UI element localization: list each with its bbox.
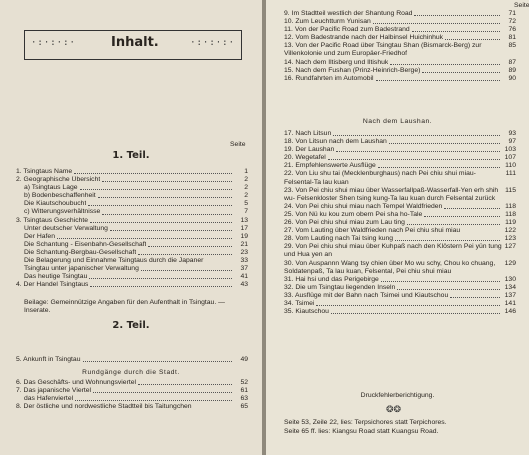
toc-entry-page: 21: [240, 240, 248, 248]
dot-leader: [83, 361, 233, 362]
dot-leader: [445, 39, 500, 40]
toc-entry-page: 81: [508, 34, 516, 42]
toc-entry-title: 9. Im Stadtteil westlich der Shantung Road: [284, 10, 413, 17]
toc-entry-title: 20. Wegetafel: [284, 154, 326, 162]
toc-entry: [284, 219, 516, 227]
toc-entry-title: 5. Ankunft in Tsingtau: [16, 356, 81, 363]
dot-leader: [378, 167, 500, 168]
toc-entry-title: 4. Der Handel Tsingtaus: [16, 281, 89, 289]
dot-leader: [75, 400, 232, 401]
toc-entry-title: Unter deutscher Verwaltung: [24, 224, 108, 232]
toc-entry: [284, 59, 516, 67]
beilage-text: Beilage: Gemeinnützige Angaben für den Aufenthalt in Tsingtau. — Inserate.: [24, 299, 225, 315]
toc-entry-page: 130: [504, 275, 516, 283]
toc-entry: [16, 249, 248, 257]
toc-entry: [16, 176, 248, 184]
toc-entry-page: 85: [508, 42, 516, 50]
toc-entry-title: 32. Die um Tsingtau liegenden Inseln: [284, 283, 396, 291]
toc-entry-title: 22. Von Liu shu tai (Mecklenburghaus) nach Pei chiu shui miau-Felsental-Ta lau kuan: [284, 170, 476, 186]
toc-entry: [16, 208, 248, 216]
toc-entry: [284, 67, 516, 75]
toc-entry: [16, 192, 248, 200]
ornament-divider: ❂❂: [386, 405, 402, 415]
dot-leader: [90, 222, 232, 223]
toc-entry-page: 41: [240, 273, 248, 281]
toc-entry-title: 26. Von Pei chiu shui miau zum Lau ting: [284, 219, 405, 227]
toc-entry-title: 15. Nach dem Fushan (Prinz-Heinrich-Berge): [284, 66, 421, 74]
part2-heading: 2. Teil.: [112, 320, 150, 331]
toc-entry: [16, 387, 248, 395]
dot-leader: [450, 297, 500, 298]
toc-entry-title: 33. Ausflüge mit der Bahn nach Tsimei und Kiautschou: [284, 291, 449, 299]
toc-entry-title: a) Tsingtaus Lage: [24, 184, 78, 192]
toc-entry-page: 2: [244, 184, 248, 192]
toc-entry-page: 37: [240, 265, 248, 273]
right-toc-a: [284, 10, 516, 83]
toc-entry-page: 63: [240, 395, 248, 403]
toc-entry-page: 19: [240, 232, 248, 240]
toc-entry: [16, 281, 248, 289]
dot-leader: [141, 270, 232, 271]
toc-entry-title: c) Witterungsverhältnisse: [24, 208, 101, 216]
toc-entry-title: 19. Der Laushan: [284, 146, 335, 154]
toc-entry: [284, 187, 516, 203]
toc-entry-title: 23. Von Pei chiu shui miau über Wasserfallpaß-Wasserfall-Yen erh shih wu- Felsenkloster Shen tsing kung-Ta lau kuan durch Felsental zurück: [284, 186, 499, 202]
rundgaenge-heading: Rundgänge durch die Stadt.: [82, 369, 180, 376]
toc-entry-page: 107: [504, 154, 516, 162]
toc-entry: [16, 403, 248, 411]
toc-entry-page: 97: [508, 138, 516, 146]
dot-leader: [424, 216, 500, 217]
toc-entry: [16, 184, 248, 192]
dot-leader: [414, 15, 500, 16]
toc-entry-page: 7: [244, 208, 248, 216]
toc-entry-page: 129: [504, 259, 516, 267]
toc-entry: [284, 42, 516, 58]
errata-line: Seite 53, Zeile 22, lies: Terpsichores statt Terpichores.: [284, 419, 447, 426]
toc-entry: [16, 200, 248, 208]
beilage: [16, 299, 248, 315]
dot-leader: [444, 208, 500, 209]
toc-entry-title: 10. Zum Leuchtturm Yunisan: [284, 18, 371, 26]
right-page: [266, 0, 529, 455]
title-ornament-left: ·:·:·:·: [31, 38, 76, 48]
toc-entry: [16, 395, 248, 403]
toc-entry-title: 3. Tsingtaus Geschichte: [16, 216, 89, 224]
toc-entry: [284, 292, 516, 300]
toc-entry-title: 21. Empfehlenswerte Ausflüge: [284, 162, 376, 170]
toc-entry-title: 16. Rundfahrten im Automobil: [284, 74, 374, 82]
title-box: [24, 30, 242, 60]
toc-entry-page: 89: [508, 66, 516, 74]
dot-leader: [98, 197, 232, 198]
toc-entry-page: 2: [244, 192, 248, 200]
toc-entry-page: 52: [240, 379, 248, 386]
toc-entry: [16, 265, 248, 273]
toc-entry: [284, 130, 516, 138]
toc-entry: [16, 273, 248, 281]
dot-leader: [389, 143, 500, 144]
dot-leader: [102, 214, 232, 215]
errata-title: Druckfehlerberichtigung.: [360, 392, 435, 399]
toc-entry: [16, 356, 248, 364]
toc-entry-title: Der Hafen: [24, 232, 55, 240]
dot-leader: [328, 159, 500, 160]
toc-entry-page: 119: [505, 219, 516, 227]
toc-entry-title: 14. Nach dem Iltisberg und Iltishuk: [284, 58, 389, 66]
toc-entry: [284, 34, 516, 42]
dot-leader: [110, 230, 232, 231]
toc-entry-page: 137: [504, 291, 516, 299]
toc-entry-page: 122: [504, 227, 516, 235]
toc-entry: [16, 233, 248, 241]
toc-entry-title: 1. Tsingtaus Name: [16, 168, 73, 175]
toc-entry-page: 17: [240, 224, 248, 232]
seite-label-right: Seite: [514, 2, 529, 9]
toc-entry-page: 118: [505, 210, 516, 218]
toc-entry-title: 12. Vom Badestrande nach der Halbinsel Huichinhuk: [284, 34, 444, 42]
dot-leader: [412, 31, 500, 32]
toc-entry-title: Tsingtau unter japanischer Verwaltung: [24, 265, 139, 273]
dot-leader: [57, 238, 232, 239]
toc-entry: [284, 300, 516, 308]
toc-entry-title: 24. Von Pei chiu shui miau nach Tempel Waldfrieden: [284, 202, 443, 210]
toc-entry-page: 43: [240, 281, 248, 289]
right-toc-b: [284, 130, 516, 316]
toc-entry-title: 13. Von der Pacific Road über Tsingtau Shan (Bismarck-Berg) zur Villenkolonie und zum Europäer-Friedhof: [284, 42, 482, 58]
toc-entry-title: 2. Geographische Übersicht: [16, 176, 101, 184]
toc-entry-title: 27. Vom Lauting über Waldfrieden nach Pei chiu shui miau: [284, 227, 461, 235]
dot-leader: [80, 189, 232, 190]
part1-heading: 1. Teil.: [112, 150, 150, 161]
toc-entry-page: 65: [240, 403, 248, 411]
toc-entry-title: Die Kiautschoubucht: [24, 200, 87, 208]
dot-leader: [90, 286, 232, 287]
toc-entry-page: 2: [244, 176, 248, 184]
toc-entry-page: 123: [504, 235, 516, 243]
seite-label: Seite: [230, 141, 246, 148]
dot-leader: [333, 135, 500, 136]
toc-entry: [16, 168, 248, 176]
dot-leader: [102, 181, 232, 182]
toc-entry-page: 134: [504, 283, 516, 291]
toc-entry: [284, 203, 516, 211]
toc-entry: [16, 225, 248, 233]
toc-entry: [284, 146, 516, 154]
toc-entry-page: 103: [504, 146, 516, 154]
toc-entry-title: 7. Das japanische Viertel: [16, 387, 92, 395]
toc-entry-title: 31. Hai hsi und das Perigebirge: [284, 275, 379, 283]
toc-entry-page: 93: [508, 130, 516, 137]
toc-entry: [16, 217, 248, 225]
dot-leader: [74, 173, 232, 174]
dot-leader: [331, 313, 500, 314]
toc-entry-title: b) Bodenbeschaffenheit: [24, 192, 96, 200]
part2-first: [16, 356, 248, 364]
dot-leader: [93, 392, 232, 393]
toc-entry: [284, 260, 516, 276]
toc-entry: [284, 26, 516, 34]
dot-leader: [381, 281, 500, 282]
dot-leader: [148, 246, 232, 247]
toc-entry-page: 5: [244, 200, 248, 208]
toc-entry-title: 11. Von der Pacific Road zum Badestrand: [284, 26, 410, 34]
toc-entry-title: Die Schantung-Bergbau-Gesellschaft: [24, 248, 137, 256]
toc-entry-page: 76: [508, 26, 516, 34]
dot-leader: [138, 384, 232, 385]
toc-entry-title: 35. Kiautschou: [284, 308, 329, 316]
toc-entry-title: 8. Der östliche und nordwestliche Stadtteil bis Taitungchen: [16, 403, 192, 411]
left-page: [0, 0, 262, 455]
toc-entry-page: 141: [504, 299, 516, 307]
dot-leader: [373, 23, 500, 24]
part1-toc: [16, 168, 248, 289]
toc-entry-page: 72: [508, 18, 516, 26]
toc-entry-page: 110: [505, 162, 516, 170]
dot-leader: [390, 64, 500, 65]
part2-toc: [16, 379, 248, 411]
toc-entry-page: 49: [240, 356, 248, 363]
toc-entry-page: 61: [240, 387, 248, 395]
toc-entry-page: 1: [244, 168, 248, 175]
toc-entry-title: 34. Tsimei: [284, 299, 315, 307]
toc-entry: [284, 10, 516, 18]
toc-entry: [284, 227, 516, 235]
toc-entry-title: Die Belagerung und Einnahme Tsingtaus durch die Japaner: [24, 257, 204, 265]
toc-entry-page: 71: [508, 10, 516, 17]
toc-entry-page: 115: [505, 186, 516, 194]
toc-entry-title: 17. Nach Litsun: [284, 130, 332, 137]
toc-entry-page: 111: [505, 170, 516, 178]
dot-leader: [89, 278, 232, 279]
dot-leader: [395, 240, 500, 241]
toc-entry: [16, 241, 248, 249]
toc-entry: [284, 235, 516, 243]
toc-entry-page: 127: [504, 243, 516, 251]
toc-entry-title: 6. Das Geschäfts- und Wohnungsviertel: [16, 379, 137, 386]
toc-entry: [284, 138, 516, 146]
toc-entry-title: 18. Von Litsun nach dem Laushan: [284, 138, 387, 146]
dot-leader: [376, 80, 500, 81]
toc-entry: [284, 75, 516, 83]
toc-entry-title: 29. Von Pei chiu shui miau über Kuhpaß nach den Klöstern Pei yün tung und Hua yen an: [284, 243, 502, 259]
dot-leader: [422, 72, 500, 73]
toc-entry-title: das Hafenviertel: [24, 395, 74, 403]
toc-entry: [284, 154, 516, 162]
toc-entry-page: 118: [505, 202, 516, 210]
toc-entry: [284, 170, 516, 186]
dot-leader: [336, 151, 500, 152]
dot-leader: [316, 305, 500, 306]
laoshan-heading: Nach dem Laushan.: [362, 118, 433, 125]
toc-entry-title: 28. Vom Lauting nach Tai tsing kung: [284, 235, 394, 243]
dot-leader: [138, 254, 232, 255]
errata-list: [284, 418, 447, 436]
toc-entry-title: 30. Von Auspannn Wang tsy chien über Mo wu schy, Chou ko chuang, Soldatenpaß, Ta lau kuan, Felsental, Pei chiu shui miau: [284, 259, 496, 275]
toc-entry-title: Das heutige Tsingtau: [24, 273, 88, 281]
toc-entry: [16, 257, 248, 265]
toc-entry-page: 23: [240, 248, 248, 256]
title-ornament-right: ·:·:·:·: [190, 38, 235, 48]
dot-leader: [397, 289, 500, 290]
toc-entry: [284, 18, 516, 26]
toc-entry: [284, 284, 516, 292]
toc-entry: [284, 276, 516, 284]
toc-entry: [284, 162, 516, 170]
toc-entry-page: 13: [240, 216, 248, 224]
dot-leader: [88, 205, 232, 206]
toc-entry-title: Die Schantung - Eisenbahn-Gesellschaft: [24, 240, 147, 248]
dot-leader: [407, 224, 500, 225]
toc-entry-page: 87: [508, 58, 516, 66]
toc-entry-page: 90: [508, 74, 516, 82]
toc-entry: [284, 243, 516, 259]
toc-entry: [284, 308, 516, 316]
toc-entry: [284, 211, 516, 219]
toc-entry: [16, 379, 248, 387]
errata-line: Seite 65 ff. lies: Kiangsu Road statt Kuangsu Road.: [284, 428, 439, 435]
toc-entry-page: 146: [504, 308, 516, 316]
toc-entry-page: 33: [240, 257, 248, 265]
toc-entry-title: 25. Von Nü ku kou zum obern Pei sha ho-Tale: [284, 210, 423, 218]
page-title: Inhalt.: [111, 35, 159, 50]
